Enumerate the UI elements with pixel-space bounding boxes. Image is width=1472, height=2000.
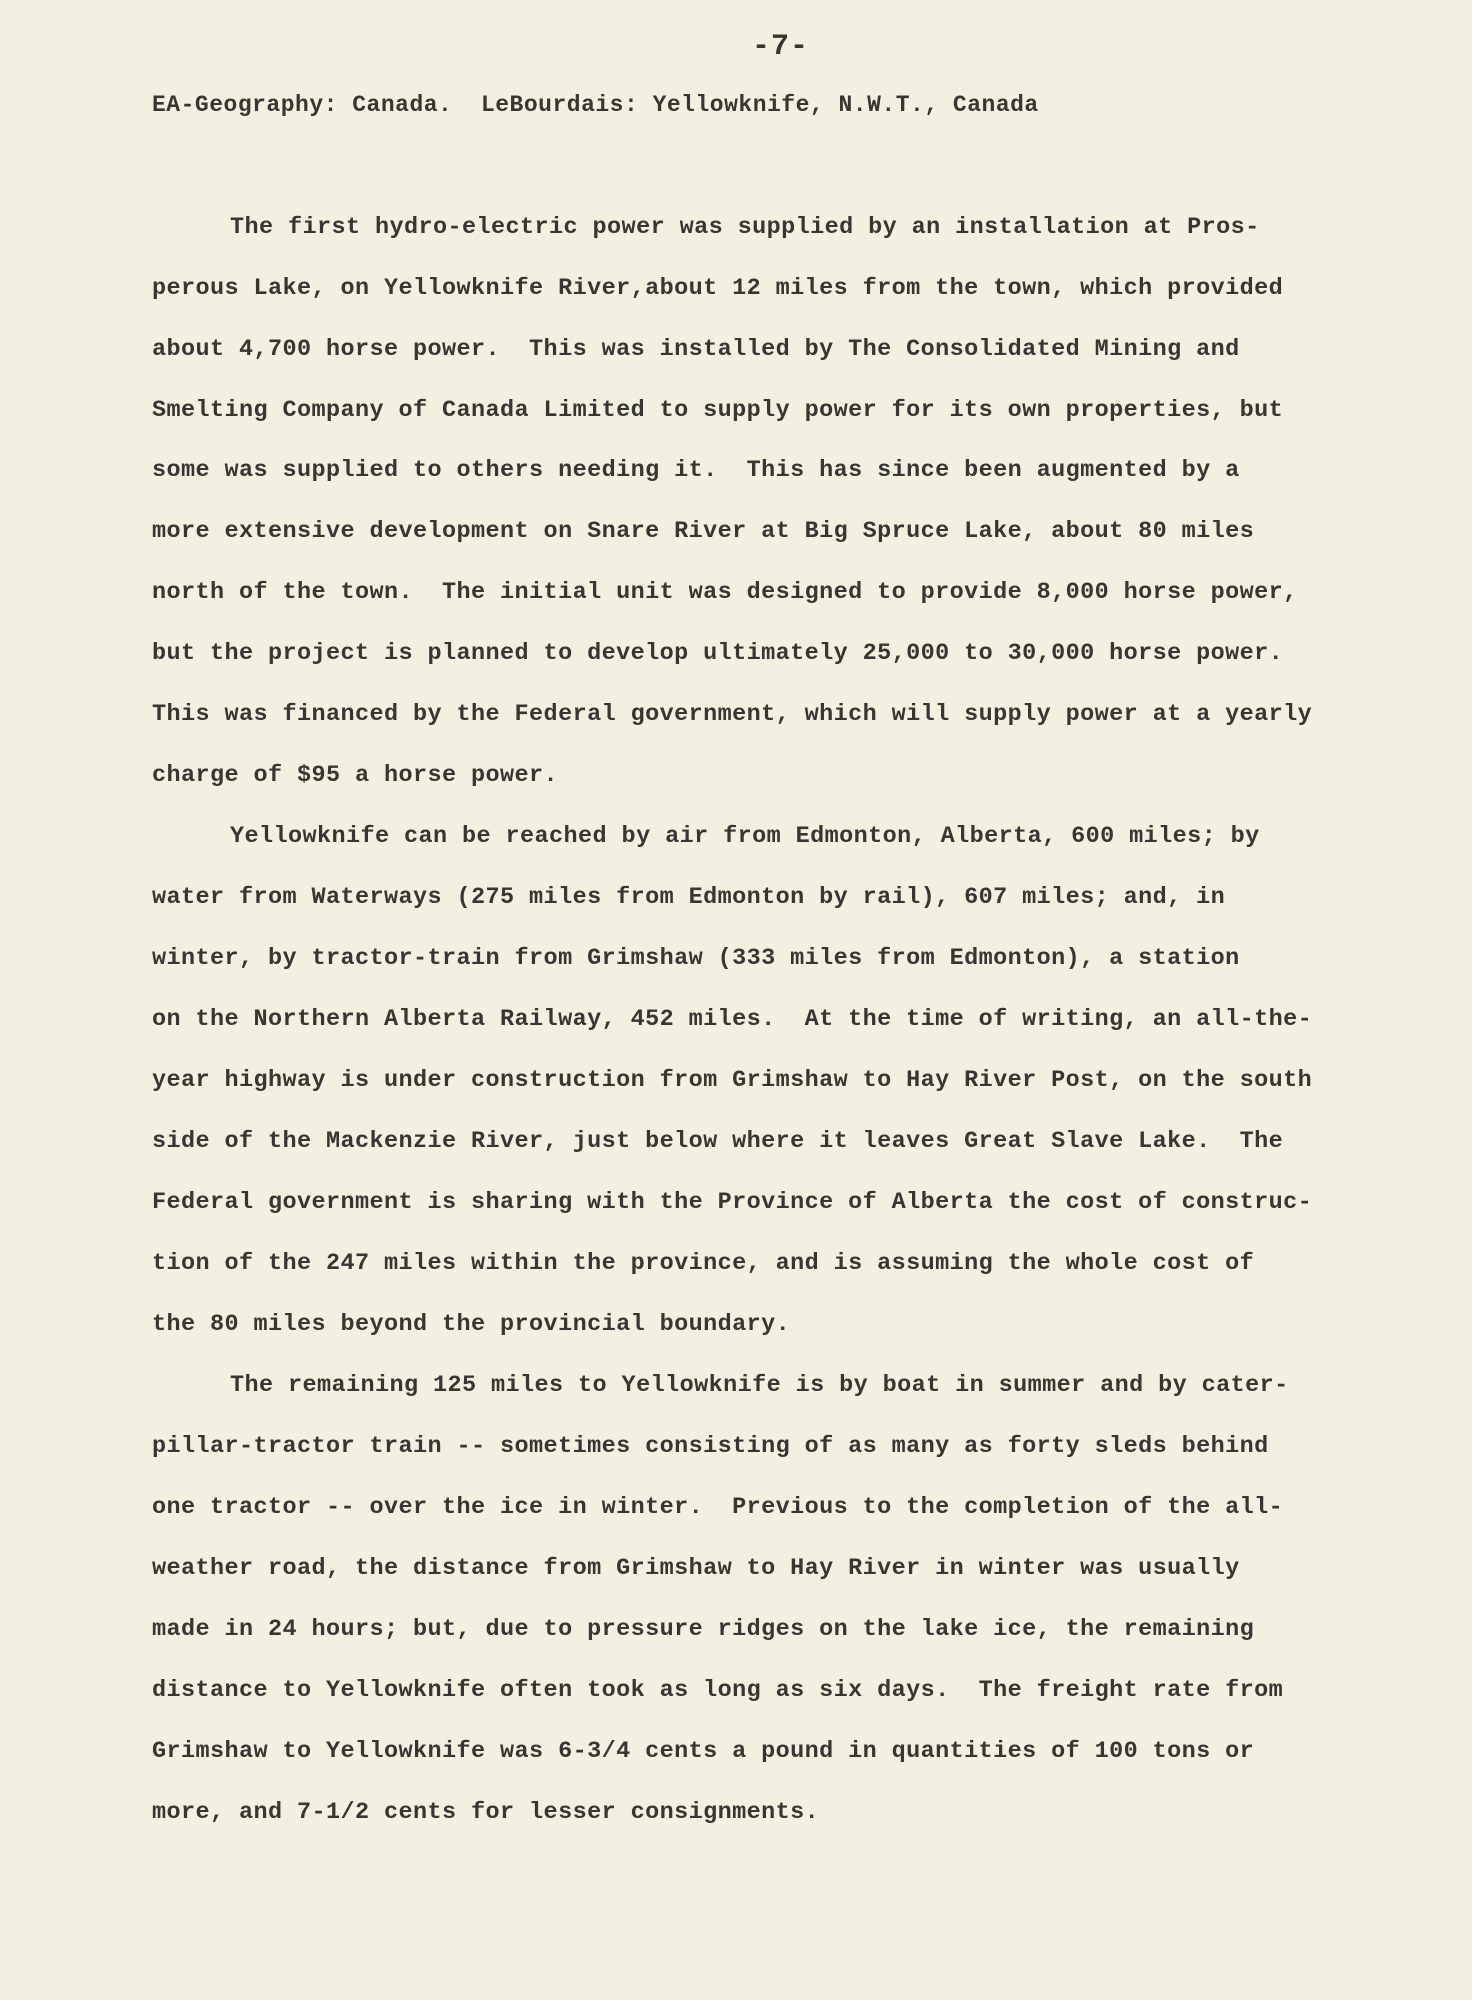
text-line: one tractor -- over the ice in winter. Previous to the completion of the all- (152, 1494, 1284, 1521)
text-line: year highway is under construction from Grimshaw to Hay River Post, on the south (152, 1067, 1313, 1094)
text-line: the 80 miles beyond the provincial boundary. (152, 1311, 791, 1338)
text-line: tion of the 247 miles within the province, and is assuming the whole cost of (152, 1250, 1255, 1277)
text-line: north of the town. The initial unit was designed to provide 8,000 horse power, (152, 579, 1298, 606)
text-line: weather road, the distance from Grimshaw to Hay River in winter was usually (152, 1555, 1240, 1582)
text-line: winter, by tractor-train from Grimshaw (333 miles from Edmonton), a station (152, 945, 1240, 972)
text-line: water from Waterways (275 miles from Edmonton by rail), 607 miles; and, in (152, 884, 1226, 911)
text-line: some was supplied to others needing it. This has since been augmented by a (152, 457, 1240, 484)
page-number: -7- (752, 30, 810, 64)
text-line: about 4,700 horse power. This was installed by The Consolidated Mining and (152, 336, 1240, 363)
document-header: EA-Geography: Canada. LeBourdais: Yellowknife, N.W.T., Canada (152, 92, 1039, 118)
text-line: Grimshaw to Yellowknife was 6-3/4 cents a pound in quantities of 100 tons or (152, 1738, 1255, 1765)
text-line: Federal government is sharing with the Province of Alberta the cost of construc- (152, 1189, 1313, 1216)
text-line: made in 24 hours; but, due to pressure ridges on the lake ice, the remaining (152, 1616, 1255, 1643)
text-line: The first hydro-electric power was supplied by an installation at Pros- (230, 214, 1260, 241)
text-line: Smelting Company of Canada Limited to supply power for its own properties, but (152, 397, 1284, 424)
text-line: more, and 7-1/2 cents for lesser consignments. (152, 1799, 820, 1826)
text-line: charge of $95 a horse power. (152, 762, 559, 789)
text-line: This was financed by the Federal government, which will supply power at a yearly (152, 701, 1313, 728)
text-line: more extensive development on Snare River at Big Spruce Lake, about 80 miles (152, 518, 1255, 545)
text-line: perous Lake, on Yellowknife River,about 12 miles from the town, which provided (152, 275, 1284, 302)
text-line: on the Northern Alberta Railway, 452 miles. At the time of writing, an all-the- (152, 1006, 1313, 1033)
text-line: Yellowknife can be reached by air from Edmonton, Alberta, 600 miles; by (230, 823, 1260, 850)
text-line: but the project is planned to develop ultimately 25,000 to 30,000 horse power. (152, 640, 1284, 667)
text-line: distance to Yellowknife often took as long as six days. The freight rate from (152, 1677, 1284, 1704)
text-line: The remaining 125 miles to Yellowknife is by boat in summer and by cater- (230, 1372, 1289, 1399)
text-line: pillar-tractor train -- sometimes consisting of as many as forty sleds behind (152, 1433, 1269, 1460)
text-line: side of the Mackenzie River, just below where it leaves Great Slave Lake. The (152, 1128, 1284, 1155)
